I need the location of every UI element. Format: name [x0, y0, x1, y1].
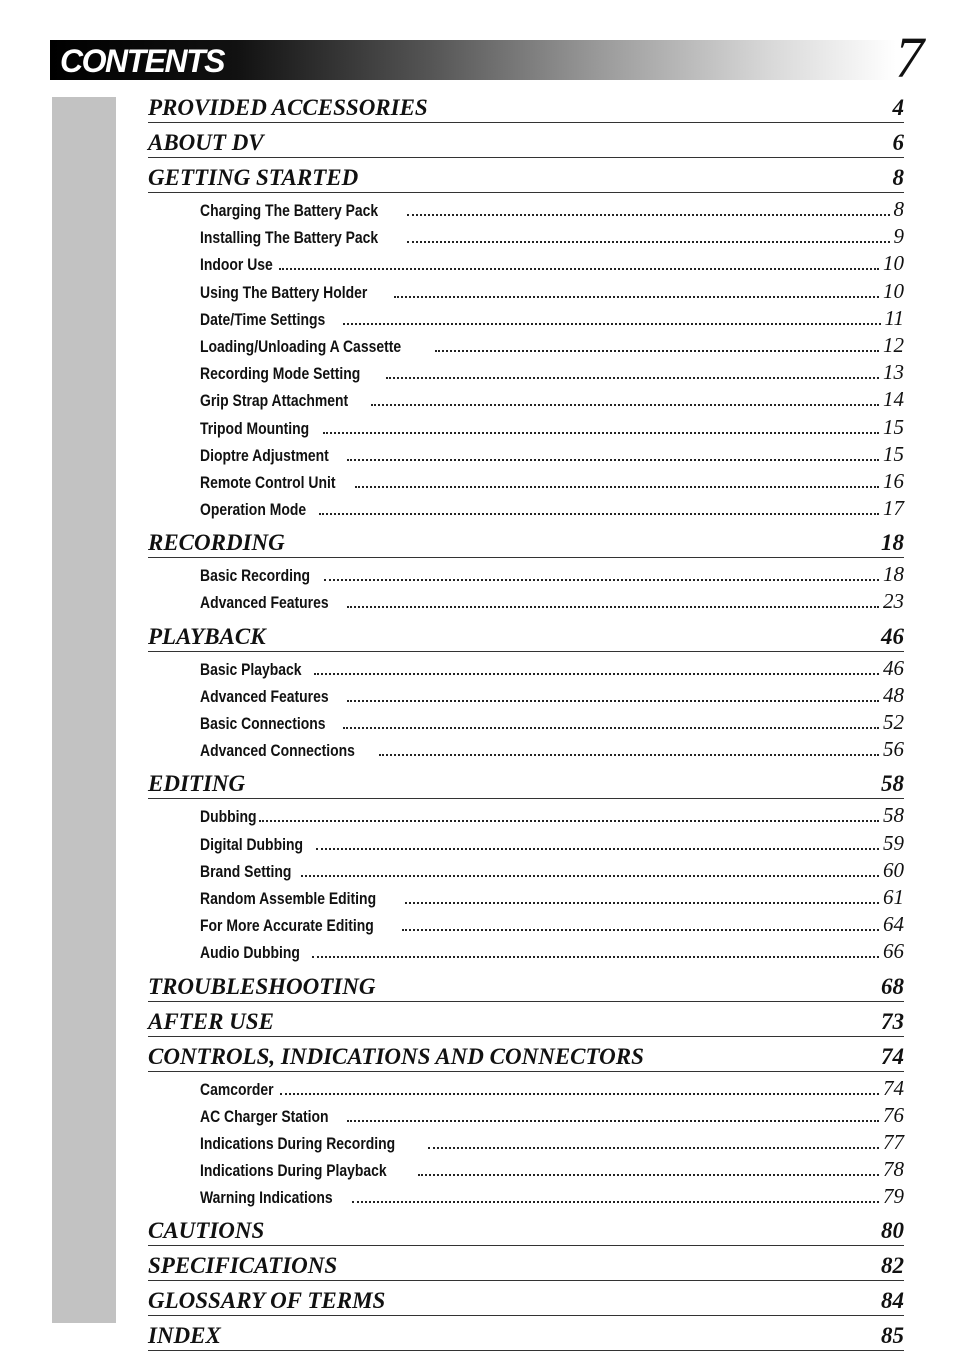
- toc-section[interactable]: [148, 126, 904, 158]
- dot-leader: [324, 579, 879, 581]
- toc-entry-page: 13: [883, 360, 904, 385]
- toc-section-title: CONTROLS, INDICATIONS AND CONNECTORS: [148, 1043, 644, 1069]
- toc-entry-title: AC Charger Station: [200, 1106, 329, 1126]
- dot-leader: [371, 404, 879, 406]
- toc-entry-page: 23: [883, 589, 904, 614]
- toc-entry-page: 59: [883, 830, 904, 855]
- toc-entry-title: For More Accurate Editing: [200, 916, 374, 936]
- dot-leader: [343, 727, 879, 729]
- dot-leader: [280, 1093, 879, 1095]
- toc-section-title: GETTING STARTED: [148, 165, 359, 190]
- toc-subsection-list: [148, 1076, 904, 1212]
- toc-entry-page: 10: [883, 278, 904, 303]
- toc-entry-page: 17: [883, 496, 904, 521]
- toc-entry[interactable]: [148, 1157, 904, 1184]
- dot-leader: [428, 1147, 879, 1149]
- toc-section[interactable]: [148, 1214, 904, 1246]
- toc-entry[interactable]: [148, 831, 904, 858]
- toc-entry-page: 79: [883, 1184, 904, 1209]
- toc-entry[interactable]: [148, 656, 904, 683]
- toc-entry-page: 9: [893, 224, 904, 249]
- toc-entry-title: Recording Mode Setting: [200, 364, 361, 384]
- toc-entry-page: 16: [883, 468, 904, 493]
- toc-entry-page: 66: [883, 939, 904, 964]
- toc-section-page: 85: [881, 1323, 904, 1349]
- toc-section-title: GLOSSARY OF TERMS: [148, 1288, 386, 1314]
- table-of-contents: [148, 88, 904, 1351]
- toc-entry-title: Date/Time Settings: [200, 309, 326, 329]
- dot-leader: [418, 1174, 879, 1176]
- dot-leader: [352, 1201, 879, 1203]
- toc-entry[interactable]: [148, 803, 904, 830]
- toc-entry-title: Camcorder: [200, 1079, 274, 1099]
- toc-section[interactable]: [148, 91, 904, 123]
- toc-entry-title: Warning Indications: [200, 1188, 333, 1208]
- toc-entry-title: Brand Setting: [200, 861, 292, 881]
- toc-entry-title: Digital Dubbing: [200, 834, 303, 854]
- toc-entry-page: 12: [883, 332, 904, 357]
- dot-leader: [435, 350, 879, 352]
- dot-leader: [386, 377, 880, 379]
- toc-entry-title: Charging The Battery Pack: [200, 201, 379, 220]
- toc-entry-page: 77: [883, 1129, 904, 1154]
- toc-section-title: EDITING: [148, 771, 246, 797]
- toc-entry-title: Advanced Connections: [200, 741, 355, 761]
- dot-leader: [347, 700, 879, 702]
- dot-leader: [394, 296, 879, 298]
- toc-entry-title: Advanced Features: [200, 686, 329, 706]
- toc-section-page: 4: [892, 95, 904, 120]
- toc-section-title: INDEX: [148, 1323, 221, 1349]
- toc-entry-title: Random Assemble Editing: [200, 888, 377, 908]
- toc-entry[interactable]: [148, 562, 904, 589]
- toc-entry[interactable]: [148, 251, 904, 278]
- toc-entry-title: Basic Playback: [200, 659, 302, 679]
- dot-leader: [312, 956, 879, 958]
- toc-entry-page: 52: [883, 710, 904, 734]
- toc-entry[interactable]: [148, 306, 904, 333]
- toc-entry-title: Loading/Unloading A Cassette: [200, 336, 402, 356]
- toc-entry-page: 10: [883, 251, 904, 276]
- dot-leader: [347, 1120, 879, 1122]
- dot-leader: [347, 459, 879, 461]
- toc-entry[interactable]: [148, 1103, 904, 1130]
- toc-entry[interactable]: [148, 360, 904, 387]
- toc-entry[interactable]: [148, 224, 904, 251]
- toc-entry-title: Grip Strap Attachment: [200, 391, 349, 411]
- toc-entry-page: 15: [883, 414, 904, 439]
- dot-leader: [343, 323, 881, 325]
- toc-entry[interactable]: [148, 387, 904, 414]
- toc-section-page: 8: [892, 165, 904, 190]
- toc-entry-page: 58: [883, 803, 904, 828]
- dot-leader: [407, 241, 889, 243]
- dot-leader: [407, 214, 889, 216]
- toc-entry[interactable]: [148, 442, 904, 469]
- toc-section-page: 46: [881, 623, 904, 649]
- toc-entry[interactable]: [148, 885, 904, 912]
- toc-section[interactable]: [148, 161, 904, 193]
- toc-entry[interactable]: [148, 589, 904, 616]
- toc-entry[interactable]: [148, 683, 904, 710]
- toc-entry-page: 11: [884, 305, 904, 330]
- toc-entry-page: 18: [883, 562, 904, 587]
- toc-entry-title: Dioptre Adjustment: [200, 445, 329, 465]
- page-number: 7: [895, 25, 924, 90]
- dot-leader: [402, 929, 879, 931]
- toc-subsection-list: [148, 803, 904, 966]
- toc-section-page: 84: [881, 1288, 904, 1314]
- toc-section[interactable]: [148, 1040, 904, 1072]
- toc-entry[interactable]: [148, 279, 904, 306]
- dot-leader: [319, 513, 879, 515]
- toc-entry[interactable]: [148, 496, 904, 523]
- toc-section-title: RECORDING: [148, 530, 285, 556]
- toc-entry-title: Indications During Recording: [200, 1133, 396, 1153]
- toc-entry[interactable]: [148, 939, 904, 966]
- toc-entry[interactable]: [148, 333, 904, 360]
- dot-leader: [316, 848, 879, 850]
- toc-entry[interactable]: [148, 737, 904, 764]
- toc-entry-title: Indoor Use: [200, 255, 273, 275]
- toc-section-page: 68: [881, 973, 904, 999]
- toc-section[interactable]: [148, 620, 904, 652]
- toc-section-page: 58: [881, 771, 904, 797]
- toc-section[interactable]: [148, 526, 904, 558]
- toc-section-title: AFTER USE: [148, 1008, 274, 1034]
- dot-leader: [279, 268, 879, 270]
- page-title: CONTENTS: [60, 43, 224, 79]
- toc-subsection-list: [148, 562, 904, 616]
- toc-section[interactable]: [148, 1319, 904, 1351]
- toc-section-title: SPECIFICATIONS: [148, 1253, 338, 1279]
- toc-entry-title: Operation Mode: [200, 500, 307, 520]
- toc-subsection-list: [148, 656, 904, 765]
- toc-section[interactable]: [148, 767, 904, 799]
- toc-entry-title: Installing The Battery Pack: [200, 228, 379, 248]
- toc-entry-page: 76: [883, 1102, 904, 1127]
- toc-section-title: PLAYBACK: [148, 623, 266, 649]
- toc-entry-page: 46: [883, 655, 904, 680]
- dot-leader: [347, 606, 879, 608]
- toc-section-page: 82: [881, 1253, 904, 1279]
- toc-entry-page: 64: [883, 912, 904, 937]
- toc-section[interactable]: [148, 1005, 904, 1037]
- toc-entry-page: 15: [883, 441, 904, 466]
- toc-entry[interactable]: [148, 469, 904, 496]
- toc-entry-title: Audio Dubbing: [200, 943, 300, 963]
- toc-entry-title: Tripod Mounting: [200, 418, 310, 438]
- dot-leader: [379, 754, 879, 756]
- toc-section[interactable]: [148, 1249, 904, 1281]
- toc-entry[interactable]: [148, 1184, 904, 1211]
- toc-section[interactable]: [148, 1284, 904, 1316]
- toc-entry-page: 48: [883, 682, 904, 707]
- dot-leader: [259, 820, 879, 822]
- toc-section-page: 6: [892, 130, 904, 155]
- toc-entry[interactable]: [148, 197, 904, 224]
- toc-entry-page: 56: [883, 737, 904, 762]
- toc-entry-page: 61: [883, 884, 904, 909]
- toc-section-title: CAUTIONS: [148, 1218, 265, 1244]
- toc-entry-title: Basic Recording: [200, 566, 311, 586]
- side-strip: [52, 97, 116, 1323]
- toc-section-title: PROVIDED ACCESSORIES: [148, 95, 428, 120]
- toc-subsection-list: [148, 197, 904, 523]
- toc-section-page: 80: [881, 1218, 904, 1244]
- toc-section-title: ABOUT DV: [148, 130, 264, 155]
- toc-entry-title: Remote Control Unit: [200, 472, 336, 492]
- toc-entry-page: 8: [893, 197, 904, 221]
- toc-entry-title: Basic Connections: [200, 714, 326, 733]
- toc-section-title: TROUBLESHOOTING: [148, 973, 376, 999]
- toc-entry[interactable]: [148, 1076, 904, 1103]
- dot-leader: [323, 432, 879, 434]
- toc-entry-page: 78: [883, 1157, 904, 1182]
- toc-entry-page: 14: [883, 387, 904, 412]
- toc-entry[interactable]: [148, 710, 904, 737]
- dot-leader: [355, 486, 879, 488]
- dot-leader: [314, 673, 879, 675]
- toc-entry-page: 60: [883, 857, 904, 882]
- toc-entry[interactable]: [148, 858, 904, 885]
- toc-entry-title: Using The Battery Holder: [200, 282, 368, 302]
- toc-section-page: 74: [881, 1043, 904, 1069]
- toc-entry[interactable]: [148, 415, 904, 442]
- toc-entry-title: Indications During Playback: [200, 1161, 387, 1181]
- toc-entry-title: Advanced Features: [200, 593, 329, 613]
- dot-leader: [301, 875, 879, 877]
- toc-entry-title: Dubbing: [200, 807, 257, 827]
- toc-section[interactable]: [148, 970, 904, 1002]
- toc-section-page: 73: [881, 1008, 904, 1034]
- dot-leader: [405, 902, 879, 904]
- toc-entry-page: 74: [883, 1075, 904, 1100]
- toc-entry[interactable]: [148, 1130, 904, 1157]
- toc-section-page: 18: [881, 530, 904, 556]
- toc-entry[interactable]: [148, 912, 904, 939]
